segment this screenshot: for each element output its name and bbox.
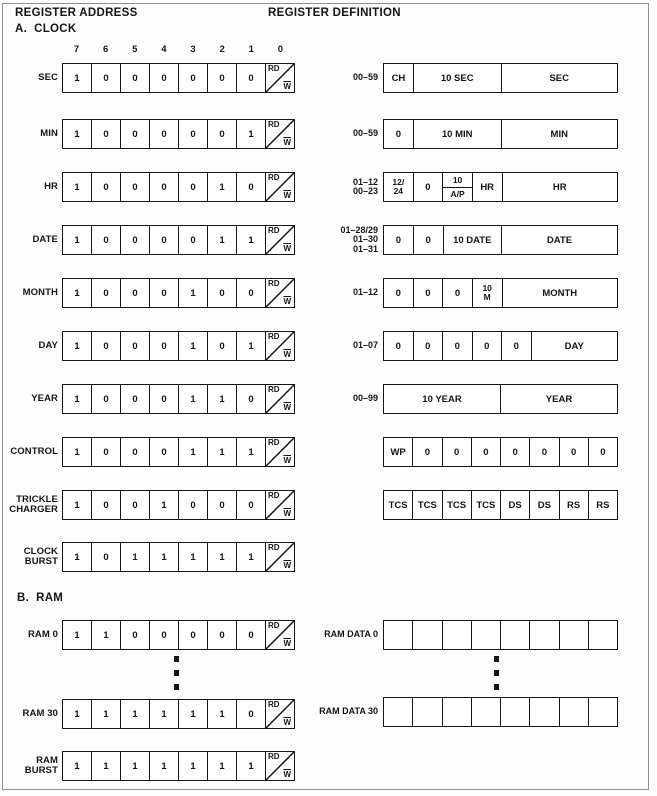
field-cell: 1 (236, 752, 265, 780)
field-cell: 1 (178, 385, 207, 413)
register-address-label: MONTH (22, 286, 58, 298)
field-cell: 0 (442, 332, 472, 360)
field-cell: 1 (207, 543, 236, 571)
field-cell: 0 (236, 621, 265, 649)
bit-number-label: 3 (190, 44, 196, 55)
register-range-label: 01–07 (352, 340, 378, 351)
field-cell: 1 (74, 551, 80, 563)
field-cell (500, 698, 529, 726)
field-cell: 10 YEAR (422, 393, 462, 405)
write-overline-label: $\overline{W}$ (283, 456, 291, 465)
register-definition-row (0, 697, 657, 727)
field-cell (559, 698, 588, 726)
field-cell: 0 (149, 385, 178, 413)
rd-label: RD (268, 173, 280, 182)
field-cell: DATE (501, 226, 617, 254)
field-cell: 0 (120, 64, 149, 92)
write-overline-label: $\overline{W}$ (283, 350, 291, 359)
field-cell: 0 (178, 120, 207, 148)
field-cell (559, 621, 588, 649)
field-cell: 0 (149, 279, 178, 307)
field-cell (412, 698, 441, 726)
field-cell: 1 (149, 491, 178, 519)
field-cell: 0 (120, 438, 149, 466)
write-overline-label: $\overline{W}$ (283, 509, 291, 518)
register-range-label: 01–28/29 01–30 01–31 (340, 224, 378, 254)
field-cell: 0 (207, 279, 236, 307)
field-cell (588, 698, 617, 726)
field-cell: 1 (178, 279, 207, 307)
field-cell: 0 (91, 173, 120, 201)
field-cell: 0 (395, 128, 402, 140)
bit-number-label: 4 (161, 44, 167, 55)
field-cell: 1 (207, 226, 236, 254)
field-cell: 0 (178, 226, 207, 254)
field-cell: 1 (74, 72, 80, 84)
rd-label: RD (268, 226, 280, 235)
field-cell: HR (472, 173, 502, 201)
field-cell: 1 (74, 446, 80, 458)
rd-label: RD (268, 700, 280, 709)
register-definition-row (0, 63, 657, 93)
field-cell: 1 (74, 181, 80, 193)
register-definition-row (0, 384, 657, 414)
field-cell (384, 621, 412, 649)
bit-number-label: 2 (219, 44, 225, 55)
definition-field-box (383, 697, 618, 727)
field-cell: 0 (149, 332, 178, 360)
ram-rows-ellipsis-right (494, 656, 499, 690)
field-cell: 0 (91, 279, 120, 307)
definition-field-box (383, 119, 618, 149)
field-cell: 1 (178, 543, 207, 571)
field-cell: 0 (149, 64, 178, 92)
field-cell: SEC (501, 64, 618, 92)
register-address-label: SEC (38, 71, 58, 83)
bit-number-label: 7 (73, 44, 80, 55)
field-cell: 0 (149, 173, 178, 201)
field-cell: 0 (207, 491, 236, 519)
register-definition-row (0, 620, 657, 650)
field-cell: TCS (388, 499, 408, 511)
field-cell: MIN (501, 120, 618, 148)
field-cell: 0 (207, 332, 236, 360)
register-definition-row (0, 225, 657, 255)
field-cell (529, 621, 558, 649)
rd-label: RD (268, 120, 280, 129)
register-address-label: HR (44, 180, 58, 192)
field-cell (442, 698, 471, 726)
register-address-label: RAM BURST (24, 754, 58, 776)
field-cell: 10 DATE (443, 226, 502, 254)
field-cell (471, 621, 500, 649)
field-cell: 0 (413, 332, 443, 360)
field-cell: 0 (472, 332, 502, 360)
field-cell: 0 (442, 438, 471, 466)
field-cell (471, 698, 500, 726)
section-b-ram-heading: B. RAM (17, 592, 64, 604)
bit-number-label: 0 (277, 44, 284, 55)
write-overline-label: $\overline{W}$ (283, 297, 291, 306)
field-cell: 0 (178, 64, 207, 92)
field-cell: 1 (149, 752, 178, 780)
field-cell (588, 621, 617, 649)
field-cell: 1 (207, 752, 236, 780)
field-cell (412, 621, 441, 649)
rd-label: RD (268, 64, 280, 73)
field-cell (500, 621, 529, 649)
write-overline-label: $\overline{W}$ (283, 244, 291, 253)
register-definition-row (0, 172, 657, 202)
field-cell: 0 (91, 120, 120, 148)
field-cell: 1 (74, 128, 80, 140)
ram-rows-ellipsis-left (174, 656, 179, 690)
register-range-label: RAM DATA 30 (319, 706, 378, 717)
rd-label: RD (268, 279, 280, 288)
field-cell (442, 621, 471, 649)
field-cell: DAY (531, 332, 618, 360)
field-cell: 0 (120, 621, 149, 649)
field-cell: 0 (236, 64, 265, 92)
definition-field-box (383, 384, 618, 414)
write-overline-label: $\overline{W}$ (283, 82, 291, 91)
write-overline-label: $\overline{W}$ (283, 770, 291, 779)
register-definition-title: REGISTER DEFINITION (268, 7, 401, 19)
field-cell: 0 (412, 438, 441, 466)
field-cell: 0 (91, 543, 120, 571)
field-cell: 1 (207, 700, 236, 728)
bit-number-label: 1 (248, 44, 254, 55)
register-range-label (292, 490, 378, 520)
field-cell: 1 (91, 752, 120, 780)
field-cell: 0 (91, 226, 120, 254)
write-overline-label: $\overline{W}$ (283, 191, 291, 200)
register-definition-row (0, 331, 657, 361)
field-cell: TCS (471, 491, 500, 519)
register-address-label: YEAR (31, 392, 58, 404)
write-overline-label: $\overline{W}$ (283, 718, 291, 727)
register-definition-row (0, 490, 657, 520)
field-cell: 0 (501, 332, 531, 360)
field-cell: 0 (500, 438, 529, 466)
field-cell: 0 (120, 120, 149, 148)
field-cell: 0 (178, 621, 207, 649)
rd-label: RD (268, 385, 280, 394)
field-cell: RS (559, 491, 588, 519)
field-cell: 0 (395, 340, 401, 352)
field-cell: 0 (120, 226, 149, 254)
field-cell: 1 (149, 543, 178, 571)
definition-field-box (383, 172, 618, 202)
register-address-label: RAM 0 (27, 628, 58, 640)
definition-field-box (383, 437, 618, 467)
field-cell: 1 (91, 700, 120, 728)
field-cell: DS (500, 491, 529, 519)
field-cell: 0 (236, 491, 265, 519)
field-cell: 0 (207, 621, 236, 649)
field-cell: 0 (120, 173, 149, 201)
field-cell: TCS (442, 491, 471, 519)
rd-label: RD (268, 332, 280, 341)
field-cell: 0 (413, 279, 443, 307)
field-cell: 1 (236, 543, 265, 571)
register-definition-row (0, 119, 657, 149)
register-range-label: 00–59 (352, 128, 378, 139)
field-cell: 1 (236, 120, 265, 148)
bit-number-label: 6 (103, 44, 109, 55)
field-cell: 0 (559, 438, 588, 466)
register-range-label: RAM DATA 0 (324, 629, 378, 640)
register-address-row (0, 542, 657, 572)
definition-field-box (383, 490, 618, 520)
register-address-label: DATE (32, 233, 58, 245)
field-cell (529, 698, 558, 726)
field-cell: 1 (120, 543, 149, 571)
field-cell: 1 (120, 700, 149, 728)
rd-label: RD (268, 438, 280, 447)
write-overline-label: $\overline{W}$ (283, 138, 291, 147)
field-cell: 0 (91, 438, 120, 466)
field-cell: 0 (395, 287, 401, 299)
definition-field-box (383, 331, 618, 361)
field-cell: RS (588, 491, 617, 519)
field-cell: 1 (178, 700, 207, 728)
field-cell: 0 (236, 700, 265, 728)
field-cell: 1 (120, 752, 149, 780)
field-cell: 10 M (472, 279, 502, 307)
field-cell: WP (390, 446, 406, 458)
field-cell: 1 (74, 393, 80, 405)
register-range-label: 00–59 (352, 72, 378, 83)
field-cell: 0 (120, 332, 149, 360)
definition-field-box (383, 63, 618, 93)
section-a-clock-heading: A. CLOCK (15, 23, 77, 35)
field-cell: 0 (149, 226, 178, 254)
field-cell: 0 (120, 279, 149, 307)
field-cell: 10 SEC (413, 64, 501, 92)
field-cell: 1 (207, 173, 236, 201)
field-cell (384, 698, 412, 726)
field-cell: 1 (74, 340, 80, 352)
definition-field-box (383, 225, 618, 255)
register-address-label: CONTROL (10, 445, 58, 457)
field-cell: 0 (413, 226, 443, 254)
field-cell: 0 (91, 332, 120, 360)
field-cell: 1 (207, 385, 236, 413)
field-cell: 10 MIN (413, 120, 501, 148)
register-address-title: REGISTER ADDRESS (15, 7, 138, 19)
field-cell: YEAR (500, 385, 617, 413)
field-cell: MONTH (502, 279, 618, 307)
write-overline-label: $\overline{W}$ (283, 639, 291, 648)
field-cell: 0 (442, 279, 472, 307)
rd-label: RD (268, 621, 280, 630)
field-cell: 0 (91, 64, 120, 92)
register-address-label: CLOCK BURST (23, 545, 58, 567)
field-cell: 1 (91, 621, 120, 649)
register-range-label: 00–99 (352, 393, 378, 404)
field-cell: 0 (395, 234, 402, 246)
register-address-label: DAY (38, 339, 58, 351)
field-cell: HR (502, 173, 618, 201)
field-cell: 0 (236, 173, 265, 201)
field-cell: 0 (149, 621, 178, 649)
definition-field-box (383, 620, 618, 650)
field-cell: 1 (236, 438, 265, 466)
field-cell: 0 (149, 120, 178, 148)
register-definition-row (0, 437, 657, 467)
field-cell: 0 (207, 64, 236, 92)
bit-number-label: 5 (132, 44, 138, 55)
field-cell: 0 (91, 491, 120, 519)
field-cell: DS (529, 491, 558, 519)
field-cell: 0 (120, 385, 149, 413)
field-cell: 0 (91, 385, 120, 413)
field-cell: TCS (412, 491, 441, 519)
register-address-label: RAM 30 (22, 707, 58, 719)
field-cell: 1 (74, 708, 80, 720)
rd-label: RD (268, 491, 280, 500)
field-cell: 1 (74, 499, 80, 511)
register-address-label: TRICKLE CHARGER (9, 493, 58, 515)
rd-label: RD (268, 752, 280, 761)
rd-write-cell (265, 543, 294, 571)
register-address-label: MIN (40, 127, 58, 139)
field-cell: 0 (413, 173, 443, 201)
register-range-label: 01–12 (352, 287, 378, 298)
field-cell: 0 (471, 438, 500, 466)
rd-write-cell (265, 752, 294, 780)
field-cell: 0 (178, 491, 207, 519)
definition-field-box (383, 278, 618, 308)
rd-label: RD (268, 543, 280, 552)
field-cell: 12/ 24 (392, 177, 405, 196)
address-bit-box (62, 542, 295, 572)
register-range-label: 01–12 00–23 (352, 176, 378, 196)
field-cell: 10 A/P (442, 173, 472, 201)
field-cell: 0 (120, 491, 149, 519)
field-cell: 0 (236, 279, 265, 307)
address-bit-box (62, 751, 295, 781)
field-cell: 1 (149, 700, 178, 728)
field-cell: 1 (236, 226, 265, 254)
field-cell: 0 (207, 120, 236, 148)
field-cell: 1 (74, 760, 80, 772)
write-overline-label: $\overline{W}$ (283, 403, 291, 412)
field-cell: 0 (236, 385, 265, 413)
register-definition-row (0, 278, 657, 308)
field-cell: 1 (74, 629, 80, 641)
field-cell: 0 (529, 438, 558, 466)
field-cell: 1 (178, 438, 207, 466)
field-cell: 0 (178, 173, 207, 201)
field-cell: 1 (236, 332, 265, 360)
field-cell: 0 (588, 438, 617, 466)
field-cell: 0 (149, 438, 178, 466)
bit-number-header-row (62, 44, 295, 55)
register-range-label (292, 437, 378, 467)
field-cell: 1 (178, 752, 207, 780)
field-cell: 1 (178, 332, 207, 360)
field-cell: CH (391, 72, 406, 84)
register-address-row (0, 751, 657, 781)
field-cell: 1 (74, 287, 80, 299)
write-overline-label: $\overline{W}$ (283, 561, 291, 570)
field-cell: 1 (207, 438, 236, 466)
field-cell: 1 (74, 234, 80, 246)
